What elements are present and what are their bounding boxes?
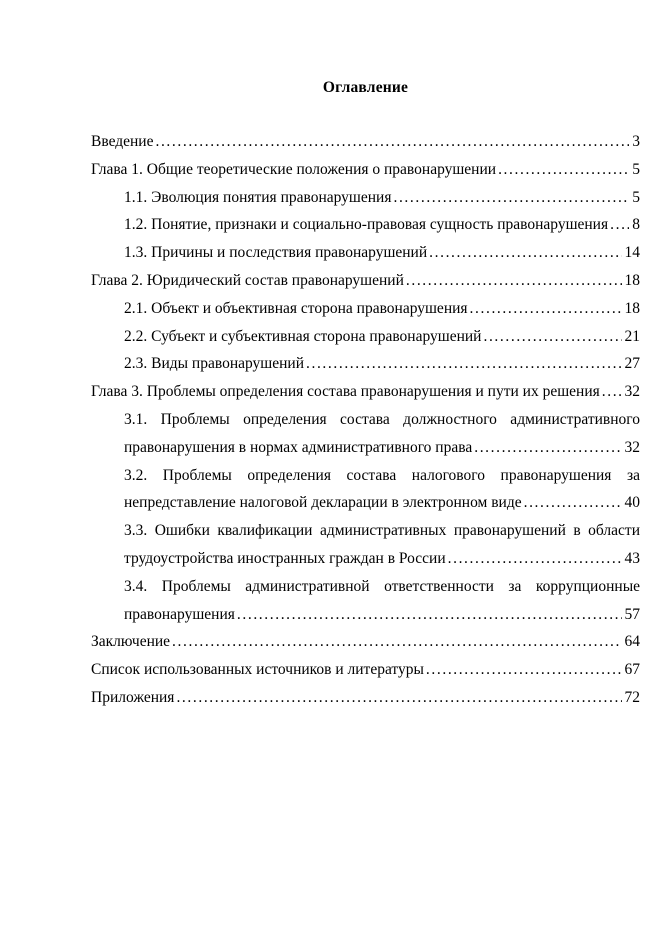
toc-entry	[91, 378, 640, 406]
page-number: 40	[624, 494, 640, 512]
dot-leader	[429, 239, 621, 267]
toc-entry-last-line	[91, 128, 640, 156]
toc-entry	[91, 517, 640, 573]
toc-entry	[91, 406, 640, 462]
toc-entry	[91, 295, 640, 323]
dot-leader	[306, 350, 622, 378]
dot-leader	[426, 656, 622, 684]
page-number: 43	[624, 549, 640, 567]
toc-entry	[91, 350, 640, 378]
page-number: 5	[632, 160, 640, 178]
page-number: 21	[624, 327, 640, 345]
dot-leader	[602, 378, 622, 406]
toc-entry	[91, 628, 640, 656]
page-number: 32	[624, 438, 640, 456]
toc-entry-last-line	[91, 378, 640, 406]
toc-entry-label: трудоустройства иностранных граждан в России	[124, 549, 446, 567]
page-number: 3	[632, 133, 640, 150]
toc-entry-text-line: 3.2. Проблемы определения состава налогового правонарушения за	[124, 466, 640, 484]
dot-leader	[448, 545, 622, 573]
toc-entry	[91, 684, 640, 712]
dot-leader	[610, 211, 629, 239]
toc-entry-text-line: 3.3. Ошибки квалификации административных правонарушений в области	[124, 522, 640, 540]
toc-entry-label: непредставление налоговой декларации в электронном виде	[124, 494, 522, 512]
page-number: 8	[632, 216, 640, 234]
toc-entry-last-line	[91, 656, 640, 684]
toc-entry-last-line	[91, 684, 640, 712]
page-number: 14	[624, 244, 640, 262]
toc-entry-last-line	[91, 628, 640, 656]
toc-entry-label: правонарушения	[124, 605, 235, 623]
toc-entry-last-line	[124, 434, 640, 462]
toc-entry-last-line	[124, 545, 640, 573]
toc-entry-last-line	[124, 323, 640, 351]
dot-leader	[172, 628, 621, 656]
toc-entry-last-line	[124, 295, 640, 323]
toc-entry	[91, 156, 640, 184]
page-number: 57	[624, 605, 640, 623]
toc-entry-text-line: 3.1. Проблемы определения состава должностного административного	[124, 410, 640, 428]
dot-leader	[524, 489, 622, 517]
dot-leader	[176, 684, 621, 712]
toc-entry-label: Глава 3. Проблемы определения состава правонарушения и пути их решения	[91, 383, 600, 401]
toc-entry-label: 2.3. Виды правонарушений	[124, 355, 304, 373]
page-number: 5	[632, 188, 640, 206]
page-number: 72	[624, 688, 640, 706]
toc-entry	[91, 239, 640, 267]
dot-leader	[155, 128, 629, 156]
page-number: 64	[624, 633, 640, 651]
toc-entry-last-line	[124, 184, 640, 212]
dot-leader	[393, 184, 629, 212]
dot-leader	[498, 156, 629, 184]
page-number: 32	[624, 383, 640, 401]
toc-entry	[91, 184, 640, 212]
toc	[91, 128, 640, 712]
toc-entry	[91, 211, 640, 239]
dot-leader	[406, 267, 622, 295]
page-title: Оглавление	[322, 79, 409, 96]
toc-entry-label: Приложения	[91, 688, 175, 706]
toc-entry-label: Введение	[91, 133, 154, 150]
toc-entry-last-line	[124, 489, 640, 517]
dot-leader	[470, 295, 622, 323]
page-number: 18	[624, 271, 640, 289]
toc-entry-label: 1.1. Эволюция понятия правонарушения	[124, 188, 392, 206]
toc-entry	[91, 573, 640, 629]
page-number: 27	[624, 355, 640, 373]
toc-entry-label: Список использованных источников и литературы	[91, 661, 424, 679]
page-number: 67	[624, 661, 640, 679]
toc-entry-label: 1.2. Понятие, признаки и социально-правовая сущность правонарушения	[124, 216, 609, 234]
toc-entry-last-line	[91, 156, 640, 184]
toc-entry	[91, 323, 640, 351]
toc-entry	[91, 656, 640, 684]
toc-entry-last-line	[124, 350, 640, 378]
toc-entry	[91, 462, 640, 518]
toc-entry-last-line	[124, 211, 640, 239]
toc-entry-last-line	[124, 601, 640, 629]
toc-entry	[91, 128, 640, 156]
toc-entry-last-line	[91, 267, 640, 295]
dot-leader	[474, 434, 621, 462]
toc-entry-label: Глава 1. Общие теоретические положения о правонарушении	[91, 160, 497, 178]
toc-entry	[91, 267, 640, 295]
toc-entry-label: 2.1. Объект и объективная сторона правонарушения	[124, 299, 468, 317]
dot-leader	[237, 601, 622, 629]
page-number: 18	[624, 299, 640, 317]
toc-entry-label: правонарушения в нормах административного права	[124, 438, 473, 456]
toc-entry-last-line	[124, 239, 640, 267]
toc-entry-label: Глава 2. Юридический состав правонарушений	[91, 271, 404, 289]
toc-entry-text-line: 3.4. Проблемы административной ответственности за коррупционные	[124, 577, 640, 595]
toc-entry-label: 2.2. Субъект и субъективная сторона правонарушений	[124, 327, 482, 345]
toc-entry-label: 1.3. Причины и последствия правонарушений	[124, 244, 428, 262]
dot-leader	[483, 323, 621, 351]
toc-entry-label: Заключение	[91, 633, 171, 651]
